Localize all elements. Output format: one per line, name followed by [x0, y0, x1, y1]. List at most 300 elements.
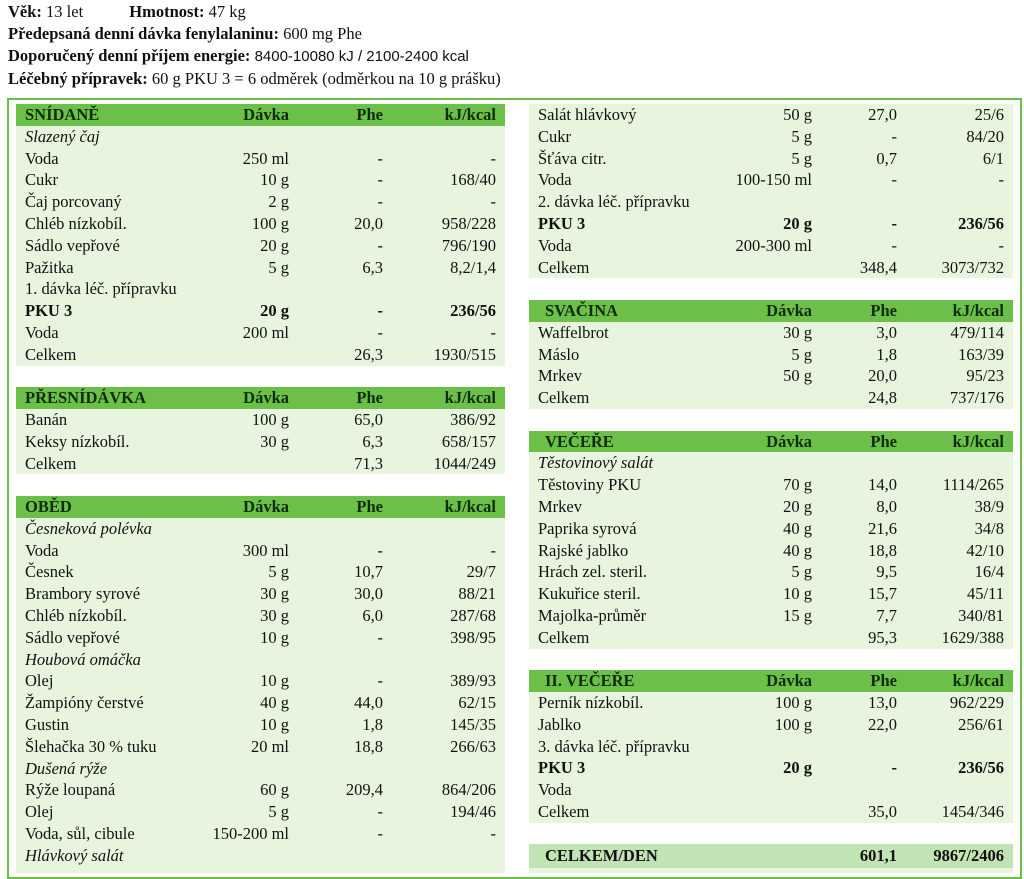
phe-dose-line [8, 23, 1018, 45]
phe-cell: 13,0 [868, 692, 897, 712]
energy-cell: - [998, 170, 1004, 190]
food-name-cell: Paprika syrová [538, 518, 637, 538]
energy-cell: 479/114 [950, 322, 1004, 342]
food-name-cell: Chléb nízkobíl. [25, 213, 127, 233]
food-name-cell: Voda, sůl, cibule [25, 823, 135, 843]
energy-cell: - [490, 192, 496, 212]
food-name-cell: CELKEM/DEN [545, 846, 658, 866]
table-row [16, 431, 505, 453]
food-name-cell: Gustin [25, 714, 70, 734]
table-row [16, 322, 505, 344]
phe-cell: Phe [356, 105, 383, 124]
table-row [529, 322, 1013, 344]
table-row [16, 540, 505, 562]
table-row [16, 191, 505, 213]
table-row [16, 300, 505, 322]
phe-cell: 22,0 [868, 714, 897, 734]
phe-cell: - [891, 235, 897, 255]
phe-cell: 18,8 [354, 736, 383, 756]
dose-cell: 30 g [260, 584, 289, 604]
energy-cell: 8,2/1,4 [450, 257, 496, 277]
meal-plan-table [7, 98, 1022, 879]
meal-section-header [16, 104, 505, 126]
phe-cell: 20,0 [354, 213, 383, 233]
dose-cell: Dávka [766, 671, 812, 691]
food-name-cell: Máslo [538, 344, 580, 364]
table-row [16, 605, 505, 627]
food-name-cell: II. VEČEŘE [545, 671, 635, 691]
food-name-cell: Perník nízkobíl. [538, 692, 644, 712]
food-name-cell: Mrkev [538, 366, 582, 386]
food-name-cell: PŘESNÍDÁVKA [25, 388, 147, 408]
dose-cell: 100 g [774, 692, 812, 712]
section-spacer [16, 366, 505, 388]
phe-cell: 601,1 [859, 846, 897, 866]
energy-cell: 340/81 [958, 605, 1004, 625]
phe-cell: 24,8 [868, 388, 897, 408]
table-row [16, 409, 505, 431]
phe-cell: - [891, 126, 897, 146]
dose-cell: 250 ml [242, 148, 289, 168]
energy-cell: 194/46 [450, 802, 496, 822]
age-label: Věk: [8, 2, 42, 21]
phe-cell: - [377, 170, 383, 190]
food-name-cell: Chléb nízkobíl. [25, 605, 127, 625]
table-row [16, 714, 505, 736]
energy-cell: - [490, 322, 496, 342]
phe-cell: 65,0 [354, 409, 383, 429]
energy-cell: 1044/249 [433, 453, 496, 473]
energy-cell: kJ/kcal [952, 300, 1004, 320]
phe-cell: 3,0 [876, 322, 897, 342]
subtotal-row [16, 344, 505, 366]
food-name-cell: Těstoviny PKU [538, 475, 642, 495]
phe-cell: 209,4 [345, 780, 383, 800]
energy-cell: 42/10 [966, 540, 1004, 560]
phe-cell: 20,0 [868, 366, 897, 386]
food-name-cell: PKU 3 [538, 758, 586, 778]
subtotal-row [16, 453, 505, 475]
dose-cell: 150-200 ml [212, 823, 289, 843]
food-name-cell: Rýže loupaná [25, 780, 116, 800]
food-name-cell: Česnek [25, 562, 74, 582]
phe-cell: 1,8 [362, 714, 383, 734]
weight-value: 47 kg [208, 2, 246, 21]
phe-cell: 14,0 [868, 475, 897, 495]
meal-column-right [529, 104, 1013, 873]
table-row [16, 583, 505, 605]
phe-cell: 6,3 [362, 431, 383, 451]
table-row [529, 714, 1013, 736]
dose-cell: 50 g [783, 105, 812, 124]
table-row [529, 757, 1013, 779]
phe-cell: 6,0 [362, 605, 383, 625]
dose-cell: 10 g [260, 671, 289, 691]
table-row [529, 540, 1013, 562]
energy-cell: 256/61 [958, 714, 1004, 734]
product-value: 60 g PKU 3 = 6 odměrek (odměrkou na 10 g prášku) [151, 68, 501, 88]
section-spacer [529, 823, 1013, 845]
energy-cell: - [490, 540, 496, 560]
energy-cell: kJ/kcal [444, 496, 496, 516]
food-name-cell: 1. dávka léč. přípravku [25, 279, 177, 299]
food-name-cell: Voda [538, 235, 572, 255]
energy-cell: 163/39 [958, 344, 1004, 364]
energy-cell: 34/8 [974, 518, 1004, 538]
energy-label: Doporučený denní příjem energie: [8, 46, 251, 66]
phe-cell: 30,0 [354, 584, 383, 604]
dose-cell: 20 g [783, 758, 812, 778]
meal-section-header [16, 387, 505, 409]
patient-header [8, 1, 1018, 90]
table-row [16, 278, 505, 300]
food-name-cell: Kukuřice steril. [538, 584, 641, 604]
phe-cell: 10,7 [354, 562, 383, 582]
table-row [16, 627, 505, 649]
dose-cell: 300 ml [242, 540, 289, 560]
dose-cell: 30 g [260, 605, 289, 625]
energy-cell: - [490, 823, 496, 843]
dose-cell: 10 g [260, 170, 289, 190]
dish-subheading [529, 452, 1013, 474]
dose-cell: 60 g [260, 780, 289, 800]
food-name-cell: Voda [25, 322, 59, 342]
phe-cell: 27,0 [868, 105, 897, 124]
phe-cell: - [377, 322, 383, 342]
phe-cell: - [377, 235, 383, 255]
dose-cell: 20 ml [250, 736, 289, 756]
daily-total-row [529, 844, 1013, 868]
energy-cell: 45/11 [967, 584, 1004, 604]
phe-cell: Phe [870, 300, 897, 320]
energy-cell: 287/68 [450, 605, 496, 625]
energy-cell: 737/176 [949, 388, 1004, 408]
food-name-cell: Waffelbrot [538, 322, 609, 342]
section-spacer [529, 278, 1013, 300]
phe-cell: Phe [356, 388, 383, 408]
food-name-cell: PKU 3 [538, 213, 586, 233]
table-row [16, 561, 505, 583]
table-row [529, 605, 1013, 627]
food-name-cell: Salát hlávkový [538, 105, 637, 124]
dose-cell: 200-300 ml [735, 235, 812, 255]
phe-dose-label: Předepsaná denní dávka fenylalaninu: [8, 24, 279, 44]
table-row [529, 148, 1013, 170]
dose-cell: 20 g [260, 235, 289, 255]
phe-cell: 348,4 [859, 257, 897, 277]
phe-cell: - [377, 301, 383, 321]
food-name-cell: Brambory syrové [25, 584, 141, 604]
table-row [529, 126, 1013, 148]
food-name-cell: SVAČINA [545, 300, 619, 320]
food-name-cell: Jablko [538, 714, 582, 734]
energy-cell: 958/228 [441, 213, 496, 233]
dose-cell: 100 g [774, 714, 812, 734]
table-row [16, 736, 505, 758]
meal-section-header [529, 670, 1013, 692]
phe-cell: - [377, 148, 383, 168]
subtotal-row [529, 627, 1013, 649]
table-row [529, 736, 1013, 758]
dose-cell: 2 g [268, 192, 289, 212]
energy-cell: 266/63 [450, 736, 496, 756]
dose-cell: Dávka [766, 300, 812, 320]
food-name-cell: Dušená rýže [25, 758, 108, 778]
food-name-cell: Těstovinový salát [538, 453, 654, 473]
food-name-cell: Celkem [538, 627, 590, 647]
food-name-cell: Olej [25, 671, 54, 691]
subtotal-row [529, 801, 1013, 823]
table-row [529, 583, 1013, 605]
dose-cell: 40 g [783, 540, 812, 560]
dose-cell: 50 g [783, 366, 812, 386]
dose-cell: 5 g [268, 562, 289, 582]
energy-cell: 16/4 [974, 562, 1004, 582]
dose-cell: Dávka [766, 431, 812, 451]
phe-cell: - [377, 192, 383, 212]
energy-cell: 6/1 [982, 148, 1004, 168]
dose-cell: 20 g [783, 496, 812, 516]
table-row [16, 257, 505, 279]
dose-cell: 20 g [783, 213, 812, 233]
table-row [529, 365, 1013, 387]
energy-cell: kJ/kcal [444, 105, 496, 124]
phe-cell: Phe [870, 671, 897, 691]
phe-cell: 95,3 [868, 627, 897, 647]
energy-cell: 236/56 [958, 758, 1004, 778]
dose-cell: 10 g [260, 627, 289, 647]
table-row [16, 801, 505, 823]
food-name-cell: Slazený čaj [25, 126, 100, 146]
energy-cell: 38/9 [974, 496, 1004, 516]
phe-cell: - [377, 671, 383, 691]
energy-cell: kJ/kcal [952, 431, 1004, 451]
dose-cell: 30 g [783, 322, 812, 342]
dish-subheading [16, 126, 505, 148]
phe-cell: 9,5 [876, 562, 897, 582]
energy-cell: kJ/kcal [444, 388, 496, 408]
dose-cell: 40 g [260, 693, 289, 713]
food-name-cell: 2. dávka léč. přípravku [538, 192, 690, 212]
table-row [529, 779, 1013, 801]
food-name-cell: SNÍDANĚ [25, 105, 100, 124]
food-name-cell: Rajské jablko [538, 540, 629, 560]
energy-cell: 84/20 [966, 126, 1004, 146]
food-name-cell: Mrkev [538, 496, 582, 516]
food-name-cell: Šťáva citr. [538, 148, 607, 168]
section-spacer [529, 649, 1013, 671]
energy-cell: 62/15 [458, 693, 496, 713]
table-row [529, 169, 1013, 191]
dose-cell: 5 g [791, 126, 812, 146]
food-name-cell: PKU 3 [25, 301, 73, 321]
energy-cell: 1930/515 [433, 344, 496, 364]
meal-section-header [529, 300, 1013, 322]
subtotal-row [529, 257, 1013, 279]
energy-cell: 1454/346 [941, 801, 1004, 821]
dose-cell: 5 g [791, 562, 812, 582]
food-name-cell: Cukr [25, 170, 58, 190]
phe-cell: 6,3 [362, 257, 383, 277]
table-row [529, 104, 1013, 126]
food-name-cell: Celkem [538, 388, 590, 408]
product-label: Léčebný přípravek: [8, 68, 148, 88]
table-row [529, 213, 1013, 235]
dose-cell: 5 g [268, 802, 289, 822]
phe-cell: - [891, 213, 897, 233]
dose-cell: 30 g [260, 431, 289, 451]
table-row [529, 561, 1013, 583]
table-row [529, 344, 1013, 366]
section-spacer [529, 409, 1013, 431]
food-name-cell: Celkem [25, 344, 77, 364]
table-row [16, 213, 505, 235]
dose-cell: 20 g [260, 301, 289, 321]
phe-cell: - [891, 758, 897, 778]
phe-cell: 71,3 [354, 453, 383, 473]
food-name-cell: Sádlo vepřové [25, 235, 120, 255]
food-name-cell: Keksy nízkobíl. [25, 431, 130, 451]
table-row [529, 191, 1013, 213]
phe-cell: - [377, 540, 383, 560]
section-spacer [16, 474, 505, 496]
dose-cell: 100 g [251, 213, 289, 233]
food-name-cell: VEČEŘE [545, 431, 614, 451]
energy-cell: 3073/732 [941, 257, 1004, 277]
phe-cell: 18,8 [868, 540, 897, 560]
food-name-cell: Houbová omáčka [25, 649, 141, 669]
table-row [16, 169, 505, 191]
table-row [529, 692, 1013, 714]
phe-cell: - [377, 823, 383, 843]
energy-cell: 9867/2406 [933, 846, 1004, 866]
table-row [16, 670, 505, 692]
dose-cell: 200 ml [242, 322, 289, 342]
meal-section-header [16, 496, 505, 518]
phe-cell: 8,0 [876, 496, 897, 516]
food-name-cell: Pažitka [25, 257, 74, 277]
food-name-cell: Celkem [538, 257, 590, 277]
phe-cell: - [377, 802, 383, 822]
food-name-cell: Celkem [25, 453, 77, 473]
dish-subheading [16, 758, 505, 780]
table-row [16, 148, 505, 170]
dose-cell: 40 g [783, 518, 812, 538]
table-row [16, 823, 505, 845]
food-name-cell: Cukr [538, 126, 571, 146]
phe-dose-value: 600 mg Phe [283, 24, 362, 44]
dose-cell: 15 g [783, 605, 812, 625]
energy-cell: kJ/kcal [952, 671, 1004, 691]
energy-cell: 145/35 [450, 714, 496, 734]
dose-cell: 10 g [783, 584, 812, 604]
energy-cell: 236/56 [450, 301, 496, 321]
meal-section-header [529, 431, 1013, 453]
energy-cell: 389/93 [450, 671, 496, 691]
food-name-cell: Hrách zel. steril. [538, 562, 648, 582]
energy-cell: 796/190 [441, 235, 496, 255]
energy-cell: - [998, 235, 1004, 255]
weight-label: Hmotnost: [129, 2, 205, 21]
food-name-cell: Hlávkový salát [25, 845, 124, 865]
energy-cell: 236/56 [958, 213, 1004, 233]
dose-cell: 10 g [260, 714, 289, 734]
dish-subheading [16, 649, 505, 671]
dose-cell: 70 g [783, 475, 812, 495]
dose-cell: Dávka [243, 496, 289, 516]
energy-cell: - [490, 148, 496, 168]
table-row [529, 235, 1013, 257]
energy-cell: 168/40 [450, 170, 496, 190]
energy-cell: 864/206 [441, 780, 496, 800]
food-name-cell: Sádlo vepřové [25, 627, 120, 647]
phe-cell: 0,7 [876, 148, 897, 168]
dose-cell: Dávka [243, 388, 289, 408]
energy-cell: 29/7 [466, 562, 496, 582]
energy-cell: 1629/388 [941, 627, 1004, 647]
dose-cell: 5 g [268, 257, 289, 277]
energy-line [8, 45, 1018, 67]
table-row [16, 779, 505, 801]
phe-cell: 26,3 [354, 344, 383, 364]
energy-cell: 386/92 [450, 409, 496, 429]
phe-cell: - [891, 170, 897, 190]
product-line [8, 68, 1018, 90]
food-name-cell: OBĚD [25, 496, 72, 516]
food-name-cell: Banán [25, 409, 68, 429]
age-value: 13 let [46, 2, 84, 21]
age-weight-line [8, 1, 1018, 23]
energy-cell: 95/23 [966, 366, 1004, 386]
food-name-cell: Majolka-průměr [538, 605, 647, 625]
energy-cell: 658/157 [441, 431, 496, 451]
food-name-cell: Čaj porcovaný [25, 192, 122, 212]
dish-subheading [16, 518, 505, 540]
table-row [16, 692, 505, 714]
dish-subheading [16, 845, 505, 867]
dose-cell: 5 g [791, 344, 812, 364]
food-name-cell: Olej [25, 802, 54, 822]
phe-cell: Phe [356, 496, 383, 516]
table-row [529, 474, 1013, 496]
dose-cell: 100-150 ml [735, 170, 812, 190]
energy-cell: 25/6 [974, 105, 1004, 124]
phe-cell: Phe [870, 431, 897, 451]
phe-cell: 21,6 [868, 518, 897, 538]
food-name-cell: Voda [25, 148, 59, 168]
phe-cell: 7,7 [876, 605, 897, 625]
energy-value: 8400-10080 kJ / 2100-2400 kcal [254, 48, 469, 66]
dose-cell: Dávka [243, 105, 289, 124]
food-name-cell: Celkem [538, 801, 590, 821]
table-row [529, 496, 1013, 518]
subtotal-row [529, 387, 1013, 409]
table-row [16, 235, 505, 257]
food-name-cell: Žampióny čerstvé [25, 693, 144, 713]
phe-cell: 35,0 [868, 801, 897, 821]
phe-cell: 1,8 [876, 344, 897, 364]
food-name-cell: Šlehačka 30 % tuku [25, 736, 157, 756]
energy-cell: 962/229 [949, 692, 1004, 712]
food-name-cell: 3. dávka léč. přípravku [538, 736, 690, 756]
phe-cell: 15,7 [868, 584, 897, 604]
energy-cell: 1114/265 [942, 475, 1004, 495]
table-row [529, 518, 1013, 540]
food-name-cell: Voda [25, 540, 59, 560]
food-name-cell: Voda [538, 780, 572, 800]
phe-cell: - [377, 627, 383, 647]
meal-column-left [16, 104, 505, 873]
